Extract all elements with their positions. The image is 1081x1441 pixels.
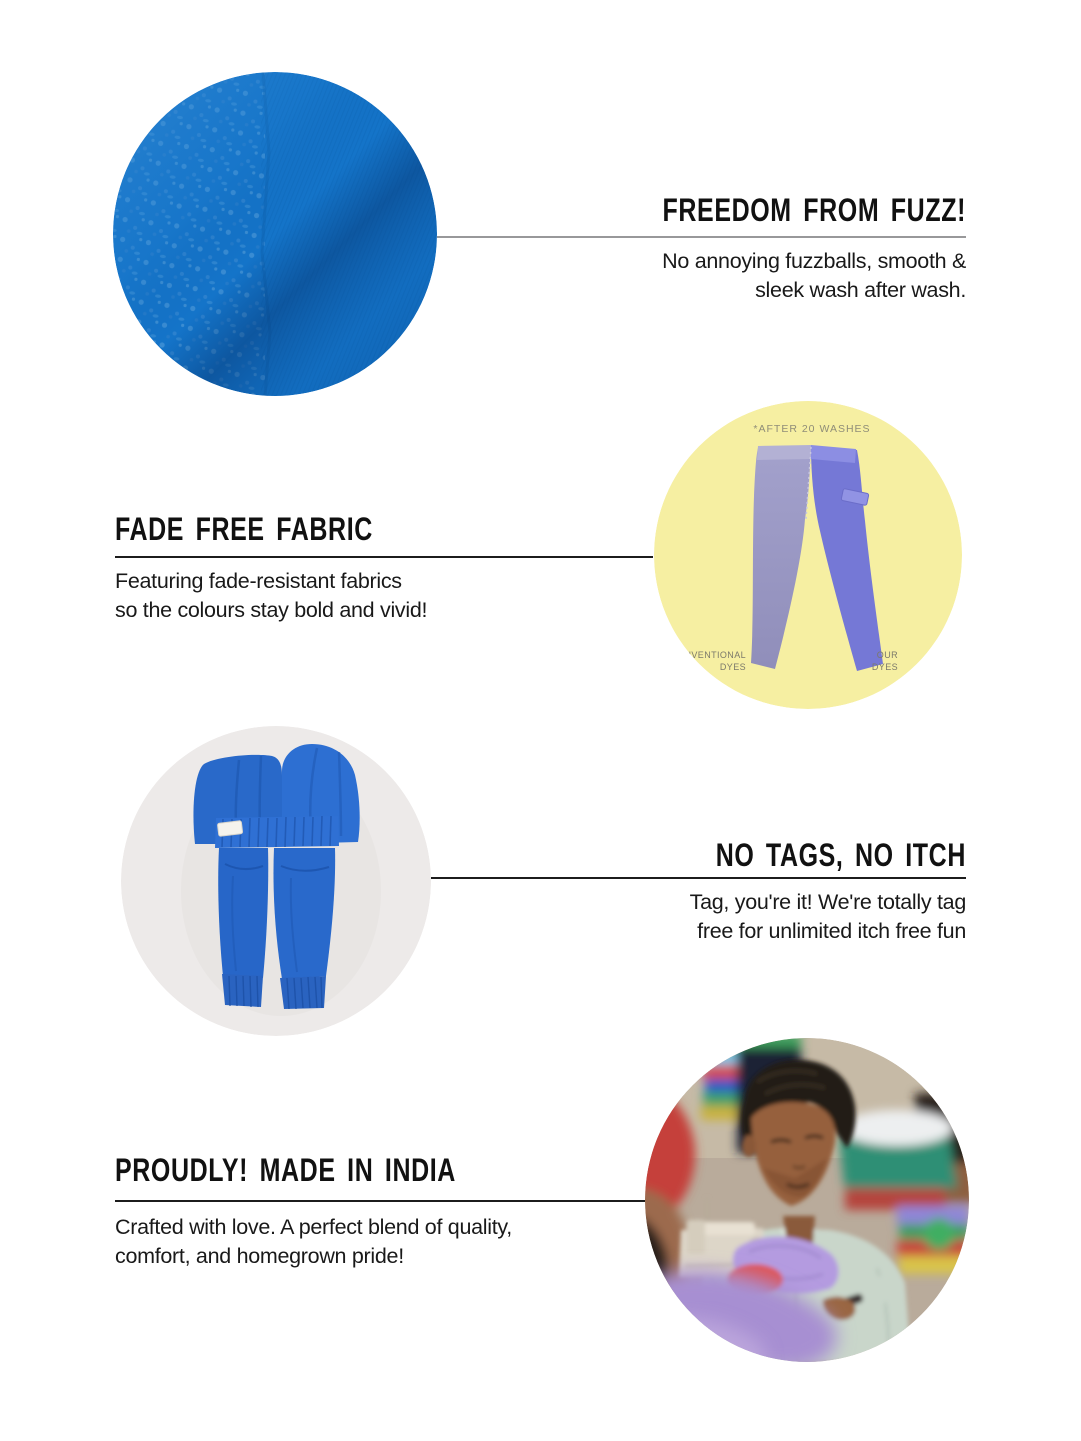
svg-text:DYES: DYES: [719, 662, 746, 672]
divider-line: [431, 877, 966, 879]
section-body: Featuring fade-resistant fabrics so the colours stay bold and vivid!: [115, 569, 428, 622]
section-heading: FREEDOM FROM FUZZ!: [662, 193, 966, 229]
divider-line: [115, 1200, 645, 1202]
conventional-dyes-label: CONVENTIONAL: [670, 650, 746, 660]
section-body: Tag, you're it! We're totally tag free for unlimited itch free fun: [689, 890, 966, 943]
section-heading: NO TAGS, NO ITCH: [715, 838, 966, 874]
after-washes-label: *AFTER 20 WASHES: [753, 423, 871, 435]
svg-text:DYES: DYES: [871, 662, 898, 672]
our-dyes-label: OUR: [876, 650, 898, 660]
blue-joggers-flatlay-image: [121, 726, 431, 1036]
divider-line: [437, 236, 966, 238]
section-heading: FADE FREE FABRIC: [115, 512, 373, 548]
section-heading: PROUDLY! MADE IN INDIA: [115, 1153, 456, 1189]
waistband-tag: [217, 821, 242, 837]
fade-comparison-image: [654, 401, 962, 709]
section-body: No annoying fuzzballs, smooth & sleek wash after wash.: [662, 249, 966, 302]
blue-fabric-closeup-image: [113, 72, 437, 396]
divider-line: [115, 556, 653, 558]
tailor-sewing-photo: [645, 1038, 969, 1362]
section-body: Crafted with love. A perfect blend of quality, comfort, and homegrown pride!: [115, 1215, 512, 1268]
